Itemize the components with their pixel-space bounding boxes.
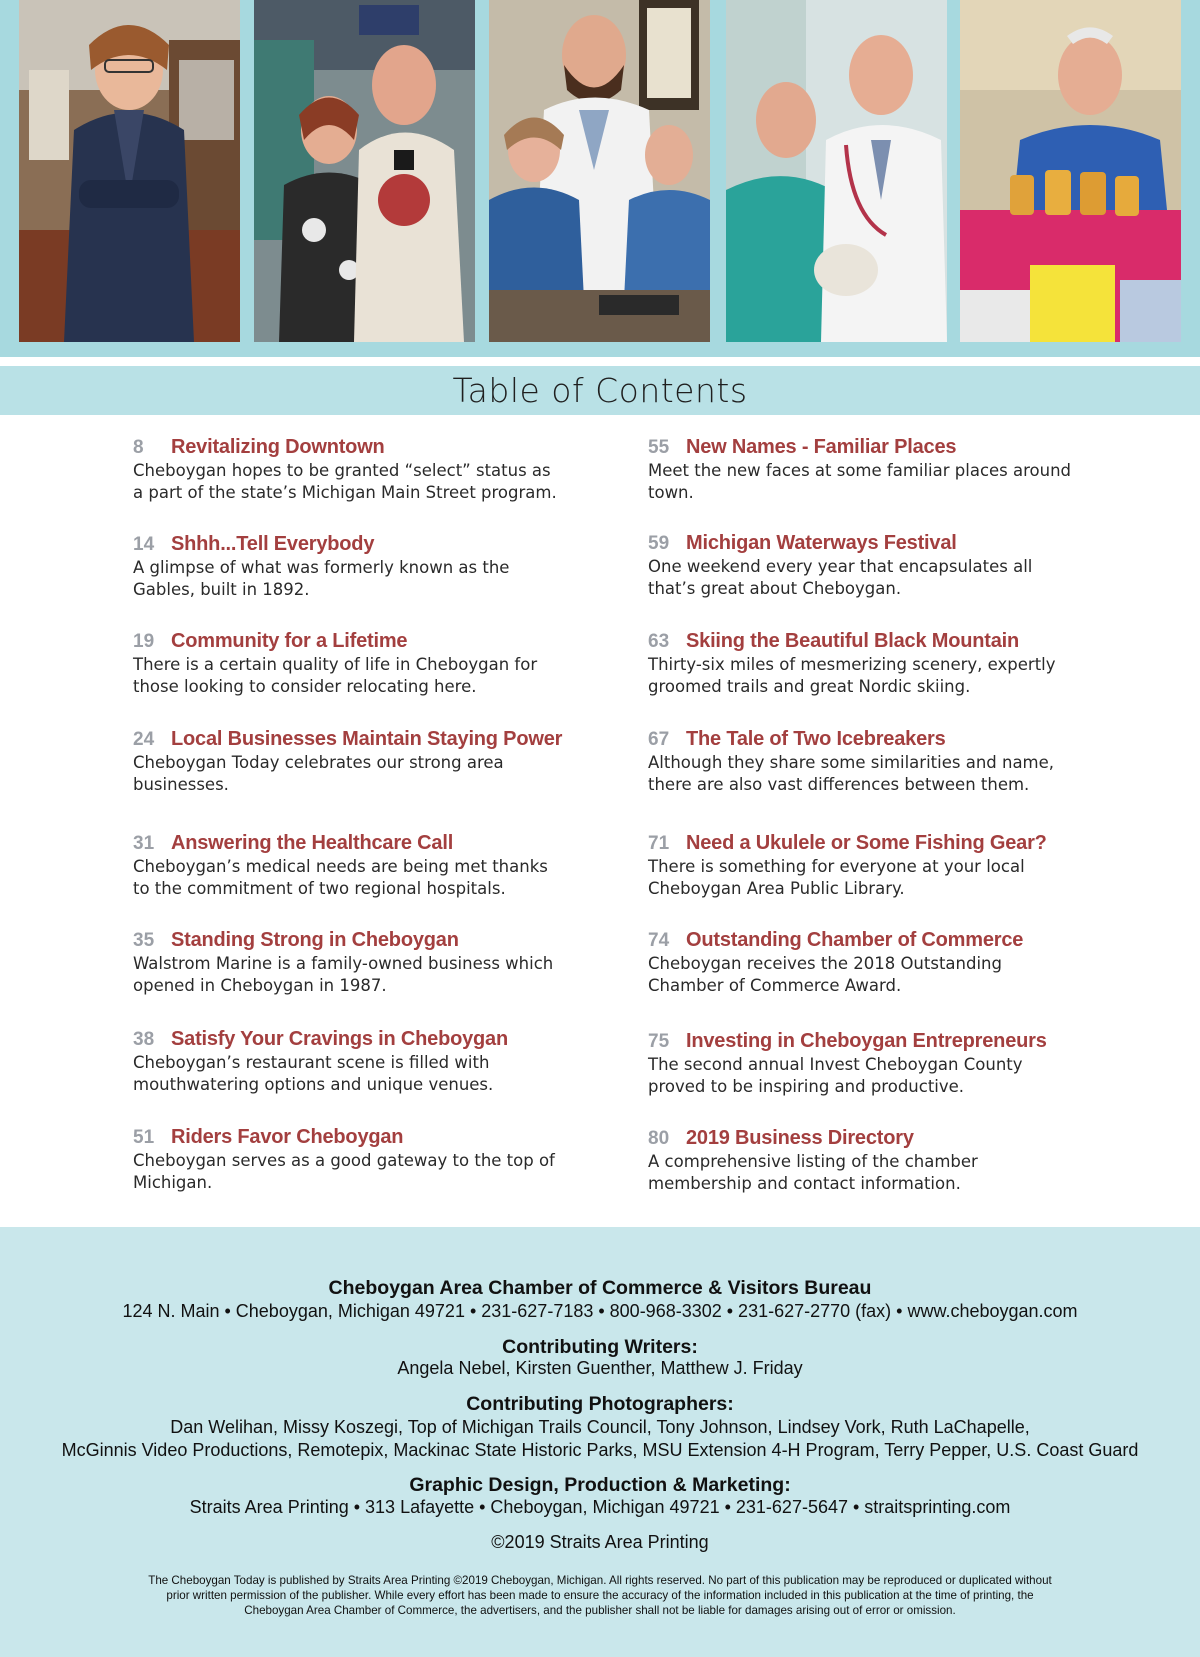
entry-description: Cheboygan receives the 2018 Outstanding Chamber of Commerce Award. <box>648 954 1002 995</box>
page-title: Table of Contents <box>452 371 748 410</box>
toc-entry[interactable] <box>133 434 563 504</box>
entry-title: Michigan Waterways Festival <box>686 532 957 554</box>
page-number: 31 <box>133 833 155 854</box>
photographers-label: Contributing Photographers: <box>466 1393 734 1415</box>
entry-description: There is a certain quality of life in Cheboygan for those looking to consider relocating here. <box>133 655 538 696</box>
org-name: Cheboygan Area Chamber of Commerce & Visitors Bureau <box>328 1277 872 1299</box>
entry-description: Cheboygan’s restaurant scene is filled with mouthwatering options and unique venues. <box>133 1053 494 1094</box>
writers-label: Contributing Writers: <box>502 1336 698 1358</box>
toc-entry[interactable] <box>648 530 1078 600</box>
entry-title: Revitalizing Downtown <box>171 436 385 458</box>
entry-title: The Tale of Two Icebreakers <box>686 728 946 750</box>
page-number: 80 <box>648 1128 670 1149</box>
toc-entry[interactable] <box>648 726 1078 796</box>
entry-title: Investing in Cheboygan Entrepreneurs <box>686 1030 1047 1052</box>
photo-woman-store-icon <box>19 0 240 342</box>
page-number: 51 <box>133 1127 155 1148</box>
page-number: 67 <box>648 729 670 750</box>
entry-title: Answering the Healthcare Call <box>171 832 454 854</box>
entry-description: Thirty-six miles of mesmerizing scenery, expertly groomed trails and great Nordic skiing. <box>648 655 1056 696</box>
entry-description: Walstrom Marine is a family-owned business which opened in Cheboygan in 1987. <box>133 954 554 995</box>
toc-entry[interactable] <box>133 927 563 997</box>
entry-description: Cheboygan serves as a good gateway to the top of Michigan. <box>133 1151 555 1192</box>
photo-doctor-patient-icon <box>726 0 947 342</box>
page-number: 63 <box>648 631 670 652</box>
entry-title: New Names - Familiar Places <box>686 436 957 458</box>
design-label: Graphic Design, Production & Marketing: <box>409 1474 791 1496</box>
band-divider <box>0 357 1200 366</box>
photographers-list: Dan Welihan, Missy Koszegi, Top of Michigan Trails Council, Tony Johnson, Lindsey Vork, Ruth LaChapelle, <box>170 1417 1030 1437</box>
entry-title: 2019 Business Directory <box>686 1127 914 1149</box>
toc-entry[interactable] <box>648 628 1078 698</box>
entry-description: The second annual Invest Cheboygan County proved to be inspiring and productive. <box>648 1055 1023 1096</box>
toc-entry[interactable] <box>648 1125 1078 1195</box>
entry-description: A comprehensive listing of the chamber membership and contact information. <box>648 1152 978 1193</box>
entry-title: Satisfy Your Cravings in Cheboygan <box>171 1028 508 1050</box>
entry-description: Cheboygan Today celebrates our strong area businesses. <box>133 753 504 794</box>
page-number: 74 <box>648 930 670 951</box>
photo-dental-team-icon <box>489 0 710 342</box>
toc-entry[interactable] <box>133 1026 563 1096</box>
entry-description: There is something for everyone at your local Cheboygan Area Public Library. <box>648 857 1025 898</box>
photographers-list: McGinnis Video Productions, Remotepix, Mackinac State Historic Parks, MSU Extension 4-H Program, Terry Pepper, U.S. Coast Guard <box>61 1440 1139 1460</box>
entry-title: Local Businesses Maintain Staying Power <box>171 728 563 750</box>
page-number: 59 <box>648 533 670 554</box>
photo-honey-vendor-icon <box>960 0 1181 342</box>
photo-couple-shop-icon <box>254 0 475 342</box>
toc-entry[interactable] <box>133 531 563 601</box>
toc-entry[interactable] <box>648 1028 1078 1098</box>
entry-title: Community for a Lifetime <box>171 630 408 652</box>
entry-title: Need a Ukulele or Some Fishing Gear? <box>686 832 1047 854</box>
fine-print: Cheboygan Area Chamber of Commerce, the advertisers, and the publisher shall not be liable for damages arising out of error or omission. <box>244 1604 956 1617</box>
entry-description: Although they share some similarities and name, there are also vast differences between them. <box>648 753 1055 794</box>
page-number: 35 <box>133 930 155 951</box>
title-band <box>0 366 1200 415</box>
toc-entry[interactable] <box>648 927 1078 997</box>
page-number: 75 <box>648 1031 670 1052</box>
entry-title: Riders Favor Cheboygan <box>171 1126 404 1148</box>
entry-description: Cheboygan hopes to be granted “select” status as a part of the state’s Michigan Main Street program. <box>133 461 557 502</box>
masthead-footer <box>0 1227 1200 1657</box>
page-number: 71 <box>648 833 670 854</box>
entry-description: One weekend every year that encapsulates all that’s great about Cheboygan. <box>648 557 1033 598</box>
copyright: ©2019 Straits Area Printing <box>491 1532 709 1552</box>
entry-title: Standing Strong in Cheboygan <box>171 929 459 951</box>
toc-entry[interactable] <box>133 1124 563 1194</box>
toc-entry[interactable] <box>133 628 563 698</box>
entry-title: Shhh...Tell Everybody <box>171 533 375 555</box>
entry-description: Meet the new faces at some familiar places around town. <box>648 461 1072 502</box>
writers-list: Angela Nebel, Kirsten Guenther, Matthew J. Friday <box>397 1358 803 1378</box>
org-contact: 124 N. Main • Cheboygan, Michigan 49721 • 231-627-7183 • 800-968-3302 • 231-627-2770 (fax) • www.cheboygan.com <box>122 1301 1078 1321</box>
fine-print: prior written permission of the publisher. While every effort has been made to ensure the accuracy of the information included in this publication at the time of printing, the <box>166 1589 1034 1602</box>
toc-entry[interactable] <box>133 830 563 900</box>
toc-entry[interactable] <box>648 434 1078 504</box>
entry-title: Skiing the Beautiful Black Mountain <box>686 630 1020 652</box>
page-number: 24 <box>133 729 155 750</box>
toc-entry[interactable] <box>133 726 563 796</box>
entry-title: Outstanding Chamber of Commerce <box>686 929 1024 951</box>
page-number: 19 <box>133 631 155 652</box>
fine-print: The Cheboygan Today is published by Straits Area Printing ©2019 Cheboygan, Michigan. All rights reserved. No part of this publication may be reproduced or duplicated without <box>148 1574 1052 1587</box>
toc-entry[interactable] <box>648 830 1078 900</box>
entry-description: Cheboygan’s medical needs are being met thanks to the commitment of two regional hospitals. <box>133 857 548 898</box>
page-number: 38 <box>133 1029 155 1050</box>
entry-description: A glimpse of what was formerly known as the Gables, built in 1892. <box>133 558 510 599</box>
page-number: 8 <box>133 437 144 458</box>
page-number: 55 <box>648 437 670 458</box>
design-contact: Straits Area Printing • 313 Lafayette • Cheboygan, Michigan 49721 • 231-627-5647 • straitsprinting.com <box>189 1497 1011 1517</box>
page-number: 14 <box>133 534 155 555</box>
photo-band <box>0 0 1200 357</box>
